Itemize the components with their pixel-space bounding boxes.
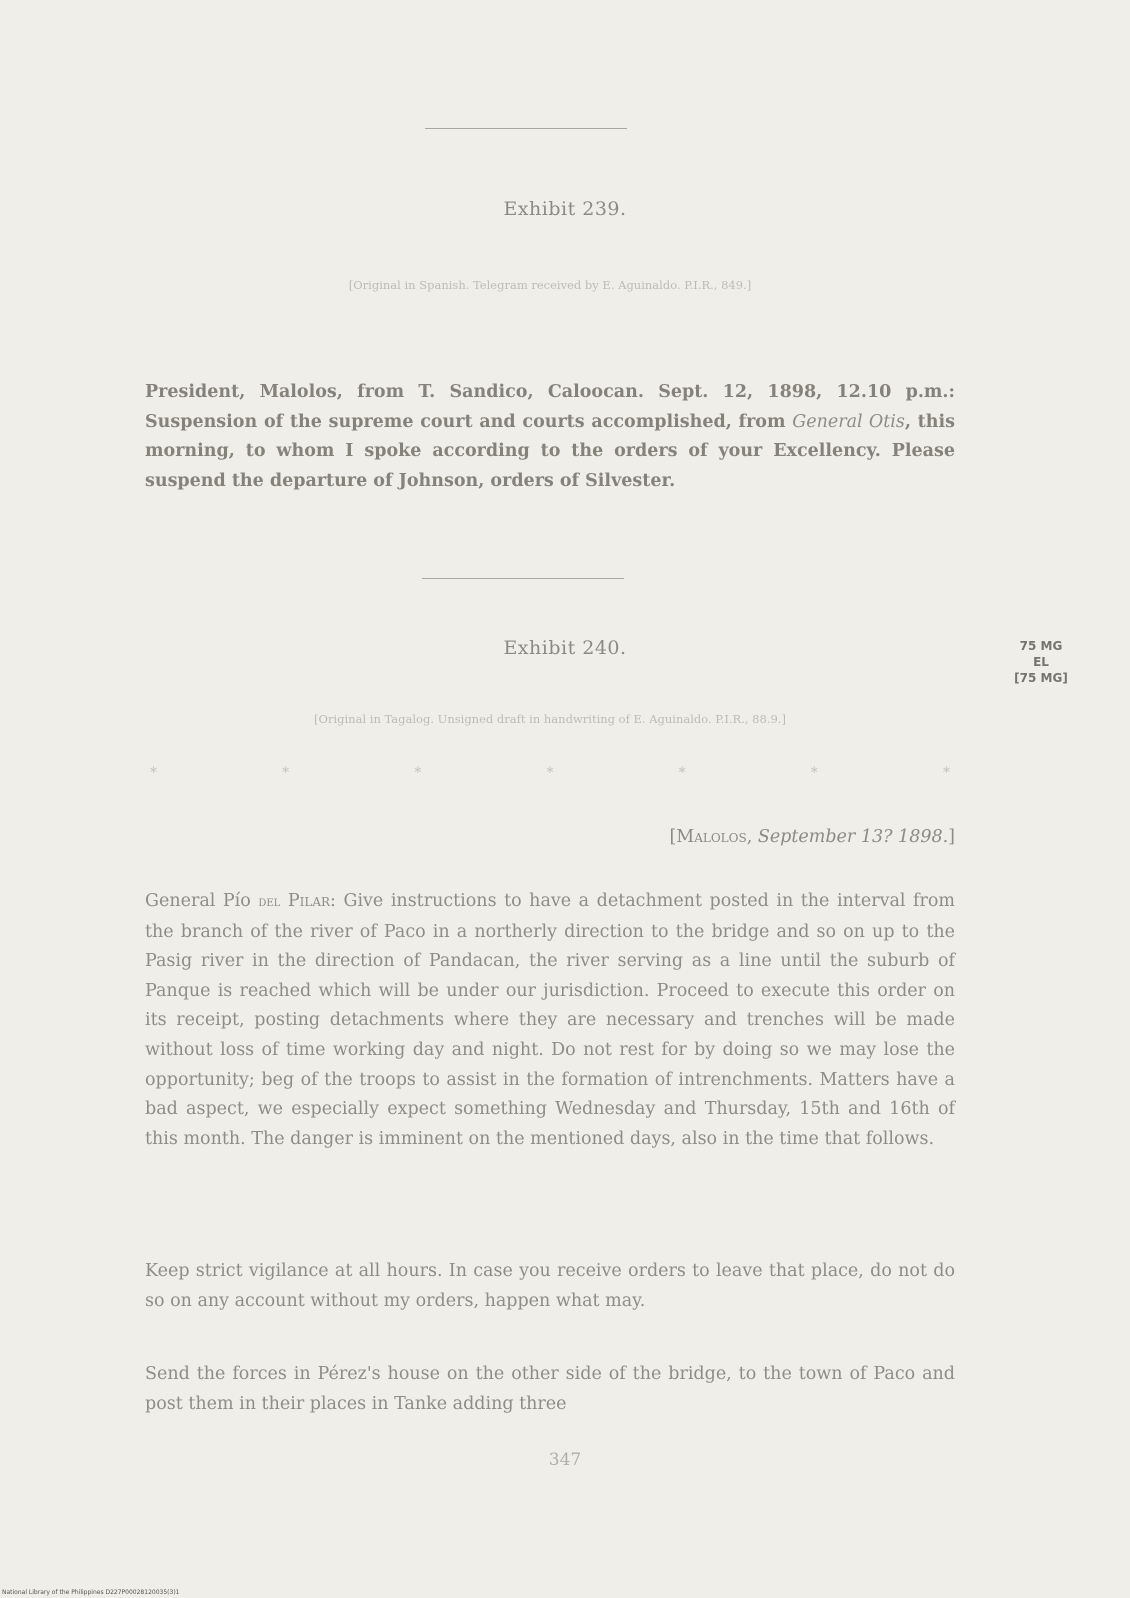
margin-note-line-3: [75 MG] <box>1014 671 1068 685</box>
dateline-place: Malolos, <box>676 827 753 847</box>
margin-note-line-2: EL <box>1033 655 1049 669</box>
ellipsis-star: * <box>414 765 422 781</box>
salutation-name-start: General Pío <box>145 891 259 911</box>
salutation <box>145 891 336 911</box>
exhibit-239-body <box>145 378 955 496</box>
salutation-name-del: del <box>258 894 281 910</box>
margin-stamp-note <box>1005 638 1077 686</box>
exhibit-240-source-note: [Original in Tagalog. Unsigned draft in handwriting of E. Aguinaldo. P.I.R., 88.9.] <box>314 712 786 726</box>
salutation-name-end: Pilar: <box>280 891 336 911</box>
exhibit-240-paragraph-2: Keep strict vigilance at all hours. In case you receive orders to leave that place, do not do so on any account without my orders, happen what may. <box>145 1261 955 1311</box>
dateline-open-bracket: [ <box>669 827 677 847</box>
library-footer-caption: National Library of the Philippines D227P00028120035(3)1 <box>2 1589 180 1596</box>
margin-note-line-1: 75 MG <box>1019 639 1063 653</box>
ellipsis-stars <box>145 765 955 781</box>
exhibit-240-paragraph-3: Send the forces in Pérez's house on the other side of the bridge, to the town of Paco and post them in their places in Tanke adding three <box>145 1364 955 1414</box>
exhibit-240-heading: Exhibit 240. <box>503 637 627 659</box>
exhibit-239-source-note: [Original in Spanish. Telegram received by E. Aguinaldo. P.I.R., 849.] <box>348 278 752 292</box>
page-number: 347 <box>548 1450 582 1470</box>
section-divider-middle <box>422 578 624 579</box>
exhibit-239-body-segment: General Otis <box>792 411 905 432</box>
exhibit-239-body-segment: President, Malolos, from T. Sandico, Caloocan. Sept. 12, 1898, 12.10 p.m.: Suspension of the supreme court and courts accomplished, from <box>145 382 955 432</box>
ellipsis-star: * <box>546 765 554 781</box>
exhibit-239-heading: Exhibit 239. <box>503 198 627 220</box>
exhibit-240-paragraph-1 <box>145 887 955 1154</box>
ellipsis-star: * <box>678 765 686 781</box>
ellipsis-star: * <box>942 765 950 781</box>
section-divider-top <box>425 128 627 129</box>
ellipsis-star: * <box>150 765 157 781</box>
dateline-date: September 13? 1898. <box>752 827 949 847</box>
exhibit-239-body-segment: , this morning, to whom I spoke according to the orders of your Excellency. Please suspend the departure of Johnson, orders of Silvester. <box>145 411 955 491</box>
ellipsis-star: * <box>282 765 290 781</box>
paragraph-1-text: Give instructions to have a detachment posted in the interval from the branch of the river of Paco in a northerly direction to the bridge and so on up to the Pasig river in the direction of Pandacan, the river serving as a line until the suburb of Panque is reached which will be under our jurisdiction. Proceed to execute this order on its receipt, posting detachments where they are necessary and trenches will be made without loss of time working day and night. Do not rest for by doing so we may lose the opportunity; beg of the troops to assist in the formation of intrenchments. Matters have a bad aspect, we especially expect something Wednesday and Thursday, 15th and 16th of this month. The danger is imminent on the mentioned days, also in the time that follows. <box>145 891 955 1149</box>
letter-dateline <box>669 827 955 847</box>
ellipsis-star: * <box>810 765 818 781</box>
dateline-close-bracket: ] <box>948 827 955 847</box>
